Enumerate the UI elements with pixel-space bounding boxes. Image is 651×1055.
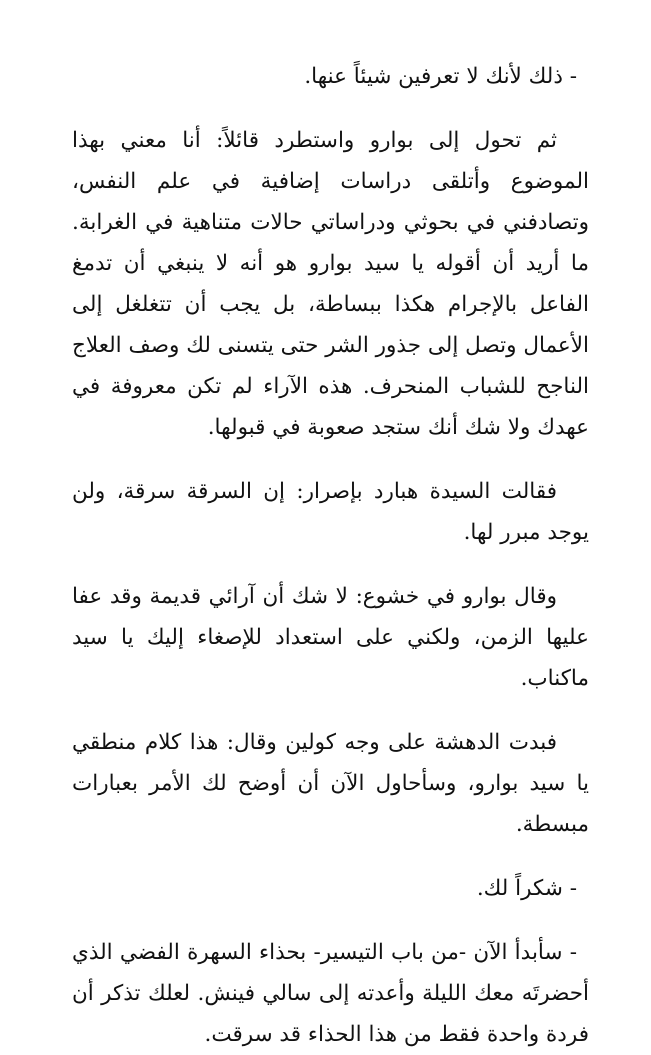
narration-paragraph: فبدت الدهشة على وجه كولين وقال: هذا كلام منطقي يا سيد بوارو، وسأحاول الآن أن أوضح لك الأمر بعبارات مبسطة. (72, 730, 589, 837)
narration-paragraph: فقالت السيدة هبارد بإصرار: إن السرقة سرقة، ولن يوجد مبرر لها. (72, 479, 589, 545)
narration-paragraph: وقال بوارو في خشوع: لا شك أن آرائي قديمة وقد عفا عليها الزمن، ولكني على استعداد للإصغاء إليك يا سيد ماكناب. (72, 584, 589, 691)
narration-paragraph: ثم تحول إلى بوارو واستطرد قائلاً: أنا معني بهذا الموضوع وأتلقى دراسات إضافية في علم النفس، وتصادفني في بحوثي ودراساتي حالات متناهية في الغرابة. ما أريد أن أقوله يا سيد بوارو هو أنه لا ينبغي أن تدمغ الفاعل بالإجرام هكذا ببساطة، بل يجب أن تتغلغل إلى الأعمال وتصل إلى جذور الشر حتى يتسنى لك وصف العلاج الناجح للشباب المنحرف. هذه الآراء لم تكن معروفة في عهدك ولا شك أنك ستجد صعوبة في قبولها. (72, 128, 589, 440)
dialog-line: - شكراً لك. (476, 876, 577, 901)
dialog-line: - ذلك لأنك لا تعرفين شيئاً عنها. (304, 64, 577, 89)
dialog-line: - سأبدأ الآن -من باب التيسير- بحذاء السهرة الفضي الذي أحضرتَه معك الليلة وأعدته إلى سالي فينش. لعلك تذكر أن فردة واحدة فقط من هذا الحذاء قد سرقت. (72, 940, 589, 1047)
